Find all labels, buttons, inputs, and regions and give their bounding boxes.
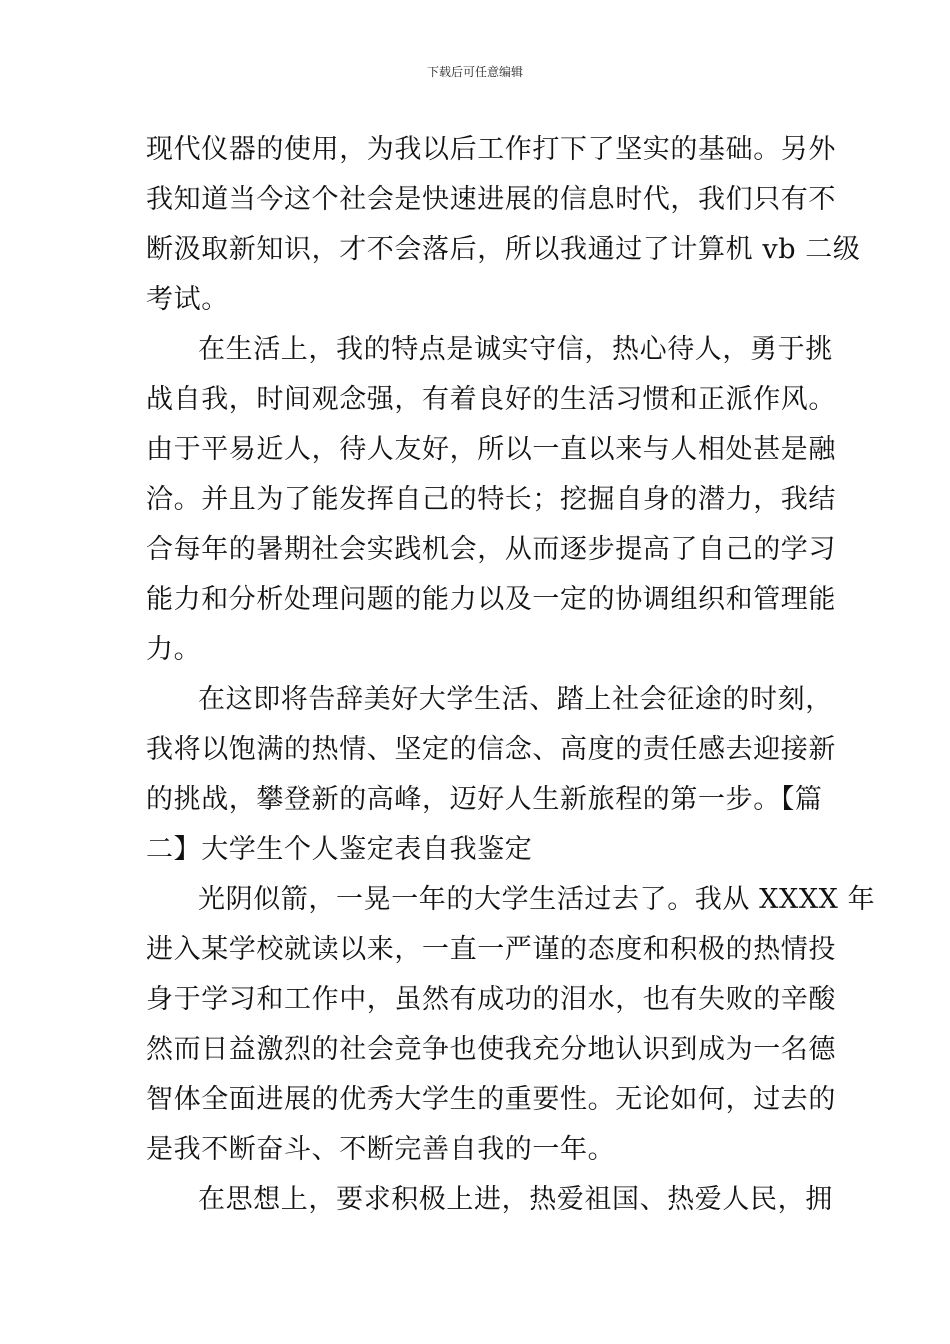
page-header-note: 下载后可任意编辑 [426,65,523,79]
text-line: 我将以饱满的热情、坚定的信念、高度的责任感去迎接新 [146,734,836,765]
paragraph-first-line: 在生活上，我的特点是诚实守信，热心待人，勇于挑 [198,334,833,365]
paragraph-first-line: 光阴似箭，一晃一年的大学生活过去了。我从 XXXX 年 [198,884,876,915]
text-line: 断汲取新知识，才不会落后，所以我通过了计算机 vb 二级 [146,234,861,265]
text-line: 战自我，时间观念强，有着良好的生活习惯和正派作风。 [146,384,836,415]
section-heading-line: 二】大学生个人鉴定表自我鉴定 [146,834,533,865]
text-line: 进入某学校就读以来，一直一严谨的态度和积极的热情投 [146,934,836,965]
text-line: 考试。 [146,284,229,315]
text-line: 智体全面进展的优秀大学生的重要性。无论如何，过去的 [146,1084,836,1115]
text-line: 力。 [146,634,202,665]
text-line: 合每年的暑期社会实践机会，从而逐步提高了自己的学习 [146,534,836,565]
text-line: 的挑战，攀登新的高峰，迈好人生新旅程的第一步。【篇 [146,784,823,815]
text-line: 洽。并且为了能发挥自己的特长；挖掘自身的潜力，我结 [146,484,836,515]
text-line: 能力和分析处理问题的能力以及一定的协调组织和管理能 [146,584,836,615]
text-line: 是我不断奋斗、不断完善自我的一年。 [146,1134,616,1165]
text-line: 我知道当今这个社会是快速进展的信息时代，我们只有不 [146,184,836,215]
paragraph-first-line: 在思想上，要求积极上进，热爱祖国、热爱人民，拥 [198,1184,833,1215]
text-line: 现代仪器的使用，为我以后工作打下了坚实的基础。另外 [146,134,836,165]
text-line: 由于平易近人，待人友好，所以一直以来与人相处甚是融 [146,434,836,465]
paragraph-first-line: 在这即将告辞美好大学生活、踏上社会征途的时刻， [198,684,833,715]
text-line: 然而日益激烈的社会竞争也使我充分地认识到成为一名德 [146,1034,836,1065]
text-line: 身于学习和工作中，虽然有成功的泪水，也有失败的辛酸 [146,984,836,1015]
